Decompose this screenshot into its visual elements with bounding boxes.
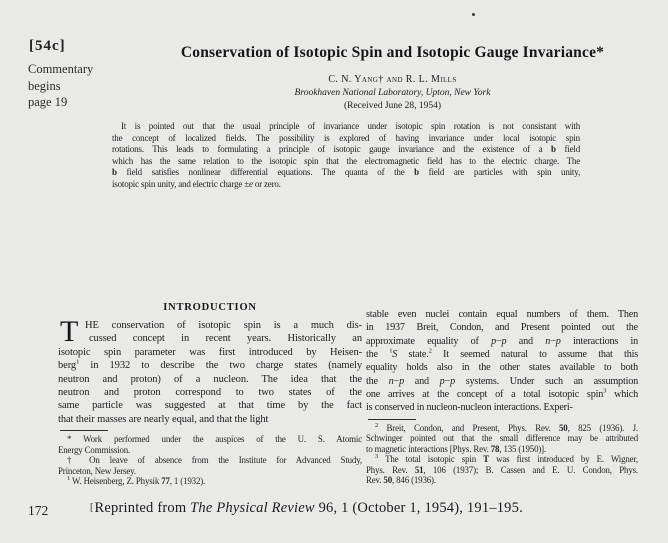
text-line: same particle was suggested at that time by the fact: [58, 400, 362, 412]
text-line: stable even nuclei contain equal numbers of them. Then: [366, 309, 638, 320]
text-line: equality holds also in the other states available to both: [366, 362, 638, 374]
text-line: * Work performed under the auspices of the U. S. Atomic: [67, 434, 362, 445]
margin-commentary-note: [28, 61, 93, 111]
left-footnotes: [58, 434, 362, 487]
footnote-rule: [368, 419, 416, 420]
scan-speck: [472, 13, 475, 16]
left-column: [58, 302, 362, 487]
page-number: 172: [28, 503, 49, 518]
text-line: approximate equality of p−p and n−p interactions in: [366, 335, 638, 347]
text-line: the concept of localized fields. The possibility is explored of having invariance under local isotopic spin: [112, 132, 580, 143]
margin-note-line: page 19: [28, 95, 68, 109]
text-line: † On leave of absence from the Institute for Advanced Study,: [67, 455, 362, 466]
entry-label: [54c]: [29, 38, 66, 54]
text-line: the n−p and p−p systems. Under such an assumption: [366, 375, 638, 387]
abstract: [112, 121, 580, 191]
text-line: isotopic spin parameter was first introduced by Heisen-: [58, 346, 362, 358]
introduction-heading: INTRODUCTION: [163, 302, 257, 313]
text-line: Rev. 50, 846 (1936).: [366, 475, 436, 486]
text-line: $^1$ W. Heisenberg, Z. Physik 77, 1 (1932).: [67, 476, 206, 487]
text-line: cussed concept in recent years. Historically an: [89, 333, 362, 345]
text-line: Phys. Rev. 51, 106 (1937); B. Cassen and E. U. Condon, Phys.: [366, 464, 638, 475]
text-line: which has the same relation to the isotopic spin that the electromagnetic field has to the electric charge. The: [112, 155, 580, 166]
text-line: that their masses are nearly equal, and that the light: [58, 413, 269, 425]
text-line: Energy Commission.: [58, 444, 131, 455]
text-line: is conserved in nucleon-nucleon interactions. Experi-: [366, 402, 573, 414]
footnote-rule: [60, 430, 108, 431]
drop-cap: T: [60, 315, 79, 348]
paper-header: [140, 44, 645, 111]
right-footnotes: [366, 423, 638, 486]
text-line: b field satisfies nonlinear differential equations. The quanta of the b field are particles with spin unity,: [112, 167, 580, 178]
text-line: to magnetic interactions [Phys. Rev. 78, 135 (1950)].: [366, 443, 547, 454]
text-line: $^3$ The total isotopic spin T was first introduced by E. Wigner,: [375, 454, 638, 465]
paper-title: Conservation of Isotopic Spin and Isotopic Gauge Invariance*: [180, 44, 605, 61]
text-line: Princeton, New Jersey.: [58, 465, 136, 476]
text-line: $^2$ Breit, Condon, and Present, Phys. Rev. 50, 825 (1936). J.: [375, 422, 638, 433]
text-line: It is pointed out that the usual principle of invariance under isotopic spin rotation is not consistant with: [121, 121, 580, 131]
text-line: one arrives at the concept of a total isotopic spin$^3$ which: [366, 388, 638, 401]
reprint-citation: [Reprinted from The Physical Review 96, 1 (October 1, 1954), 191–195.: [90, 500, 523, 516]
right-column: [366, 308, 638, 486]
text-line: Schwinger pointed out that the small difference may be attributed: [366, 433, 638, 444]
margin-note-line: Commentary: [28, 62, 94, 76]
text-line: the $^1$S state.$^2$ It seemed natural to assume that this: [366, 348, 638, 361]
text-line: berg$^1$ in 1932 to describe the two charge states (namely: [58, 359, 362, 372]
paper-authors: C. N. Yang† and R. L. Mills: [328, 74, 457, 85]
margin-note-line: begins: [28, 78, 61, 93]
text-line: neutron and proton correspond to two states of the: [58, 387, 362, 399]
paper-affiliation: Brookhaven National Laboratory, Upton, New York: [294, 87, 491, 98]
text-line: isotopic spin unity, and electric charge ±e or zero.: [112, 178, 281, 189]
text-line: neutron and proton) of a nucleon. The idea that the: [58, 373, 362, 385]
introduction-left-text: [58, 315, 362, 426]
introduction-right-text: [366, 308, 638, 415]
text-line: HE conservation of isotopic spin is a much dis-: [85, 320, 362, 331]
received-date: (Received June 28, 1954): [343, 100, 442, 111]
text-line: rotations. This leads to formulating a principle of isotopic gauge invariance and the existence of a b field: [112, 144, 580, 155]
text-line: in 1937 Breit, Condon, and Present pointed out the: [366, 322, 638, 334]
